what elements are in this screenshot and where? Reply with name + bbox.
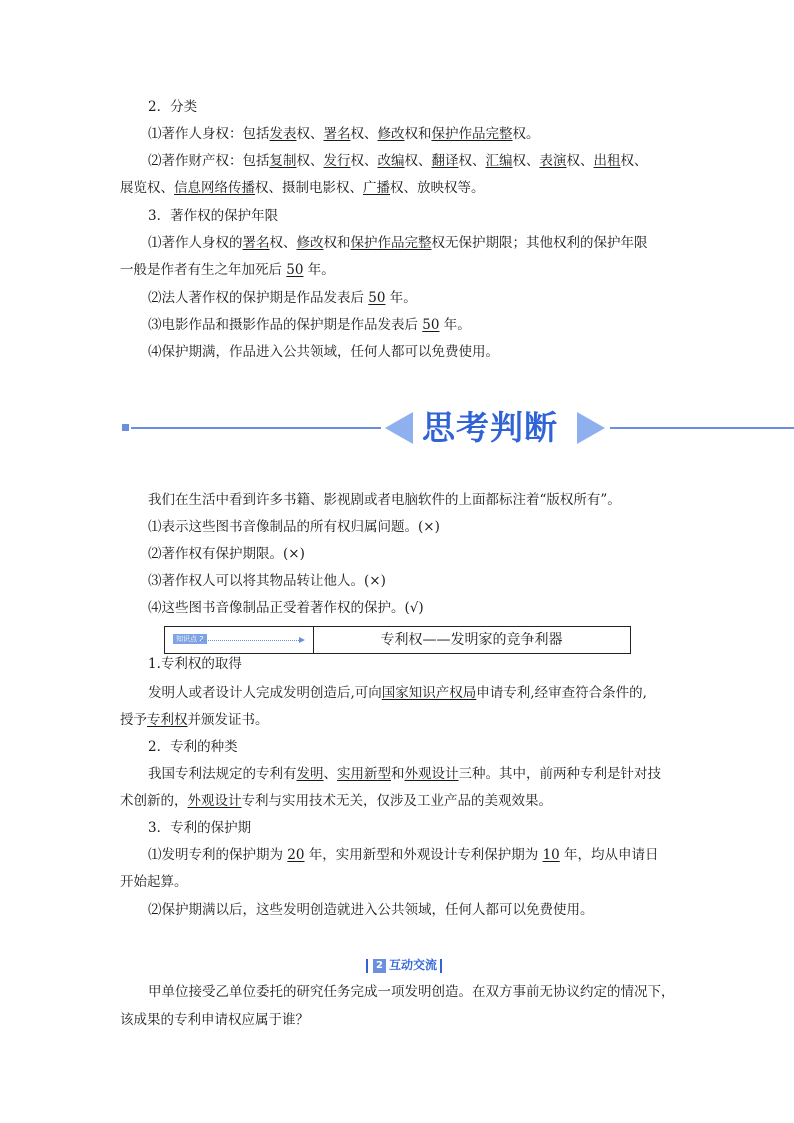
judge-item-4: ⑷这些图书音像制品正受着著作权的保护。(√) bbox=[148, 600, 424, 616]
bar-left-icon bbox=[366, 959, 368, 973]
triangle-left-icon bbox=[385, 412, 413, 444]
paragraph-patent-period-2: ⑵保护期满以后，这些发明创造就进入公共领域，任何人都可以免费使用。 bbox=[148, 902, 594, 918]
heading-patent-acquire: 1.专利权的取得 bbox=[148, 656, 242, 672]
knowledge-point-tag: 知识点 2 bbox=[173, 634, 207, 644]
banner-title: 思考判断 bbox=[422, 408, 558, 447]
banner-left-line bbox=[131, 427, 381, 429]
paragraph-protection-2: ⑵法人著作权的保护期是作品发表后 50 年。 bbox=[148, 290, 417, 306]
paragraph-protection-1: ⑴著作人身权的署名权、修改权和保护作品完整权无保护期限；其他权利的保护年限 bbox=[148, 235, 648, 251]
banner-square-marker bbox=[122, 424, 129, 431]
heading-patent-period: 3．专利的保护期 bbox=[148, 820, 252, 836]
paragraph-patent-acquire: 发明人或者设计人完成发明创造后,可向国家知识产权局申请专利,经审查符合条件的, bbox=[148, 685, 647, 701]
triangle-right-icon bbox=[577, 412, 605, 444]
paragraph-patent-period-1: ⑴发明专利的保护期为 20 年，实用新型和外观设计专利保护期为 10 年，均从申请日 bbox=[148, 847, 659, 863]
paragraph-protection-4: ⑷保护期满，作品进入公共领域，任何人都可以免费使用。 bbox=[148, 344, 499, 360]
paragraph-protection-1-cont: 一般是作者有生之年加死后 50 年。 bbox=[120, 262, 335, 278]
heading-title: 专利权——发明家的竞争利器 bbox=[380, 632, 563, 648]
thinking-judgment-banner bbox=[122, 406, 794, 450]
arrow-right-icon bbox=[299, 637, 305, 643]
judge-item-3: ⑶著作权人可以将其物品转让他人。(×) bbox=[148, 573, 386, 589]
section-number-badge: 2 bbox=[373, 959, 386, 973]
paragraph-property-rights-cont: 展览权、信息网络传播权、摄制电影权、广播权、放映权等。 bbox=[120, 180, 485, 196]
question-line-2: 该成果的专利申请权应属于谁？ bbox=[120, 1012, 309, 1028]
dotted-arrow-line bbox=[201, 640, 301, 641]
paragraph-patent-types-cont: 术创新的，外观设计专利与实用技术无关，仅涉及工业产品的美观效果。 bbox=[120, 793, 552, 809]
paragraph-patent-period-1-cont: 开始起算。 bbox=[120, 874, 188, 890]
question-line-1: 甲单位接受乙单位委托的研究任务完成一项发明创造。在双方事前无协议约定的情况下， bbox=[148, 984, 675, 1000]
paragraph-property-rights: ⑵著作财产权：包括复制权、发行权、改编权、翻译权、汇编权、表演权、出租权、 bbox=[148, 153, 648, 169]
bar-right-icon bbox=[440, 959, 442, 973]
banner-right-line bbox=[610, 427, 794, 429]
interactive-exchange-title: 互动交流 bbox=[388, 958, 437, 972]
heading-patent-types: 2．专利的种类 bbox=[148, 739, 238, 755]
judge-item-1: ⑴表示这些图书音像制品的所有权归属问题。(×) bbox=[148, 519, 440, 535]
judge-item-2: ⑵著作权有保护期限。(×) bbox=[148, 546, 305, 562]
heading-classification: 2．分类 bbox=[148, 99, 198, 115]
judge-intro: 我们在生活中看到许多书籍、影视剧或者电脑软件的上面都标注着“版权所有”。 bbox=[148, 492, 621, 508]
heading-left-cell bbox=[165, 627, 314, 653]
paragraph-patent-acquire-cont: 授予专利权并颁发证书。 bbox=[120, 712, 269, 728]
paragraph-personal-rights: ⑴著作人身权：包括发表权、署名权、修改权和保护作品完整权。 bbox=[148, 126, 540, 142]
heading-protection-period: 3．著作权的保护年限 bbox=[148, 208, 279, 224]
paragraph-patent-types: 我国专利法规定的专利有发明、实用新型和外观设计三种。其中，前两种专利是针对技 bbox=[148, 766, 661, 782]
knowledge-point-heading bbox=[164, 626, 631, 654]
interactive-exchange-heading bbox=[366, 956, 444, 974]
paragraph-protection-3: ⑶电影作品和摄影作品的保护期是作品发表后 50 年。 bbox=[148, 317, 471, 333]
